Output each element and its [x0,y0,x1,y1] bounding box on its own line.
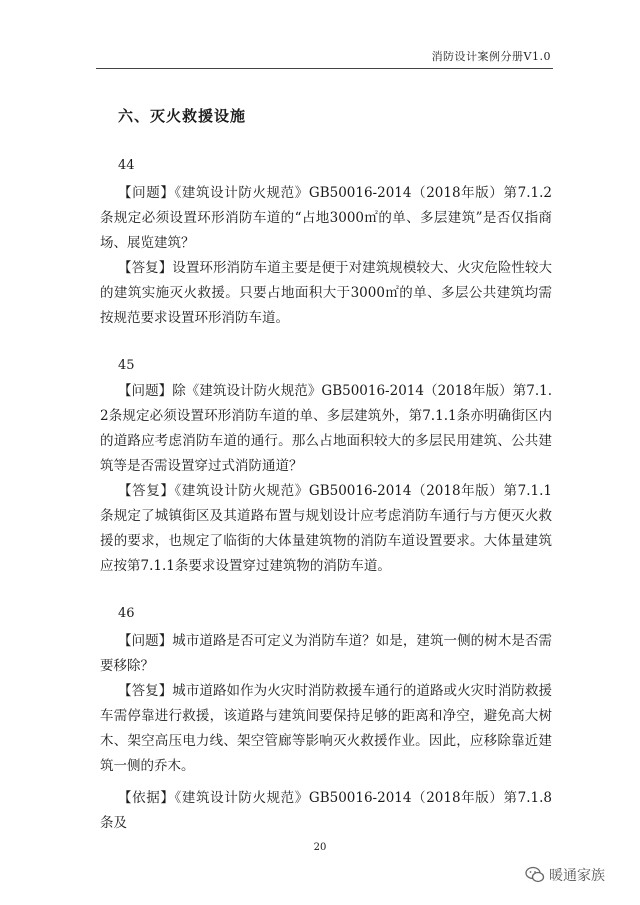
question-text: 《建筑设计防火规范》GB50016-2014（2018年版）第7.1.2条规定必须设置环形消防车道的“占地3000㎡的单、多层建筑”是否仅指商场、展览建筑？ [100,185,553,251]
header-title: 消防设计案例分册V1.0 [431,50,551,63]
item-number: 46 [118,606,135,621]
question-paragraph [100,629,552,679]
question-tag: 【问题】 [118,633,173,649]
section-title: 六、灭火救援设施 [118,107,247,125]
answer-paragraph [100,679,552,779]
wechat-icon [525,866,545,884]
answer-paragraph [100,256,552,331]
question-tag: 【问题】 [118,383,173,399]
question-paragraph [100,379,552,479]
answer-tag: 【答复】 [118,683,173,699]
page-number: 20 [313,842,327,853]
answer-paragraph [100,479,552,579]
watermark-text: 暖通家族 [549,868,605,884]
answer-tag: 【答复】 [118,260,173,276]
item-number: 44 [118,158,135,173]
watermark [525,865,605,885]
answer-tag: 【答复】 [118,483,175,499]
basis-tag: 【依据】 [118,790,175,806]
answer-text: 城市道路如作为火灾时消防救援车通行的道路或火灾时消防救援车需停靠进行救援，该道路与建筑间要保持足够的距离和净空，避免高大树木、架空高压电力线、架空管廊等影响灭火救援作业。因此，应移除靠近建筑一侧的乔木。 [100,683,553,774]
question-text: 除《建筑设计防火规范》GB50016-2014（2018年版）第7.1.2条规定必须设置环形消防车道的单、多层建筑外，第7.1.1条亦明确街区内的道路应考虑消防车道的通行。那么占地面积较大的多层民用建筑、公共建筑等是否需设置穿过式消防通道？ [100,383,553,474]
basis-text: 《建筑设计防火规范》GB50016-2014（2018年版）第7.1.8条及 [100,790,553,831]
basis-paragraph [100,786,552,836]
answer-text: 《建筑设计防火规范》GB50016-2014（2018年版）第7.1.1条规定了城镇街区及其道路布置与规划设计应考虑消防车通行与方便灭火救援的要求，也规定了临街的大体量建筑物的消防车道设置要求。大体量建筑应按第7.1.1条要求设置穿过建筑物的消防车道。 [100,483,553,574]
question-tag: 【问题】 [118,185,175,201]
question-text: 城市道路是否可定义为消防车道？如是，建筑一侧的树木是否需要移除？ [100,633,553,674]
question-paragraph [100,181,552,256]
item-number: 45 [118,358,135,373]
answer-text: 设置环形消防车道主要是便于对建筑规模较大、火灾危险性较大的建筑实施灭火救援。只要占地面积大于3000㎡的单、多层公共建筑均需按规范要求设置环形消防车道。 [100,260,553,326]
page-header [96,46,553,69]
